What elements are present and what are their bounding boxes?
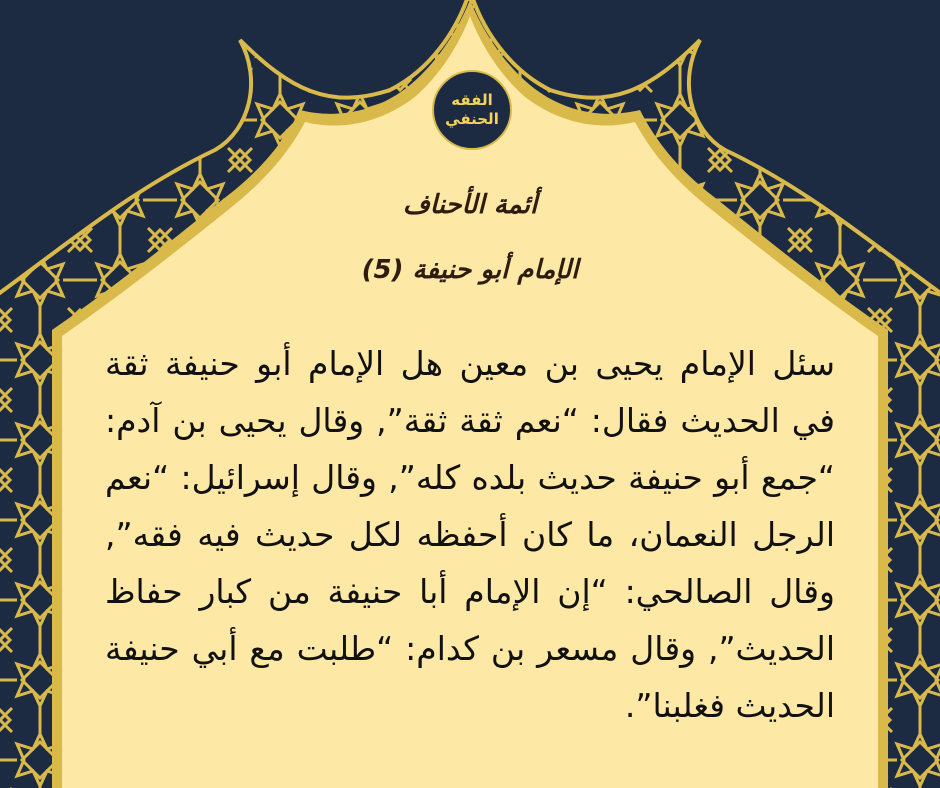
logo-line-1: الفقه [451, 91, 493, 109]
series-title: أئمة الأحناف [402, 190, 538, 220]
body-paragraph: سئل الإمام يحيى بن معين هل الإمام أبو حنيفة ثقة في الحديث فقال: “نعم ثقة ثقة”, وقال يحيى بن آدم: “جمع أبو حنيفة حديث بلده كله”, وقال إسرائيل: “نعم الرجل النعمان، ما كان أحفظه لكل حديث فيه فقه”, وقال الصالحي: “إن الإمام أبا حنيفة من كبار حفاظ الحديث”, وقال مسعر بن كدام: “طلبت مع أبي حنيفة الحديث فغلبنا”. [105, 344, 835, 725]
brand-logo [432, 70, 512, 150]
logo-line-2: الحنفي [445, 110, 499, 128]
post-title: الإمام أبو حنيفة (5) [361, 255, 579, 285]
